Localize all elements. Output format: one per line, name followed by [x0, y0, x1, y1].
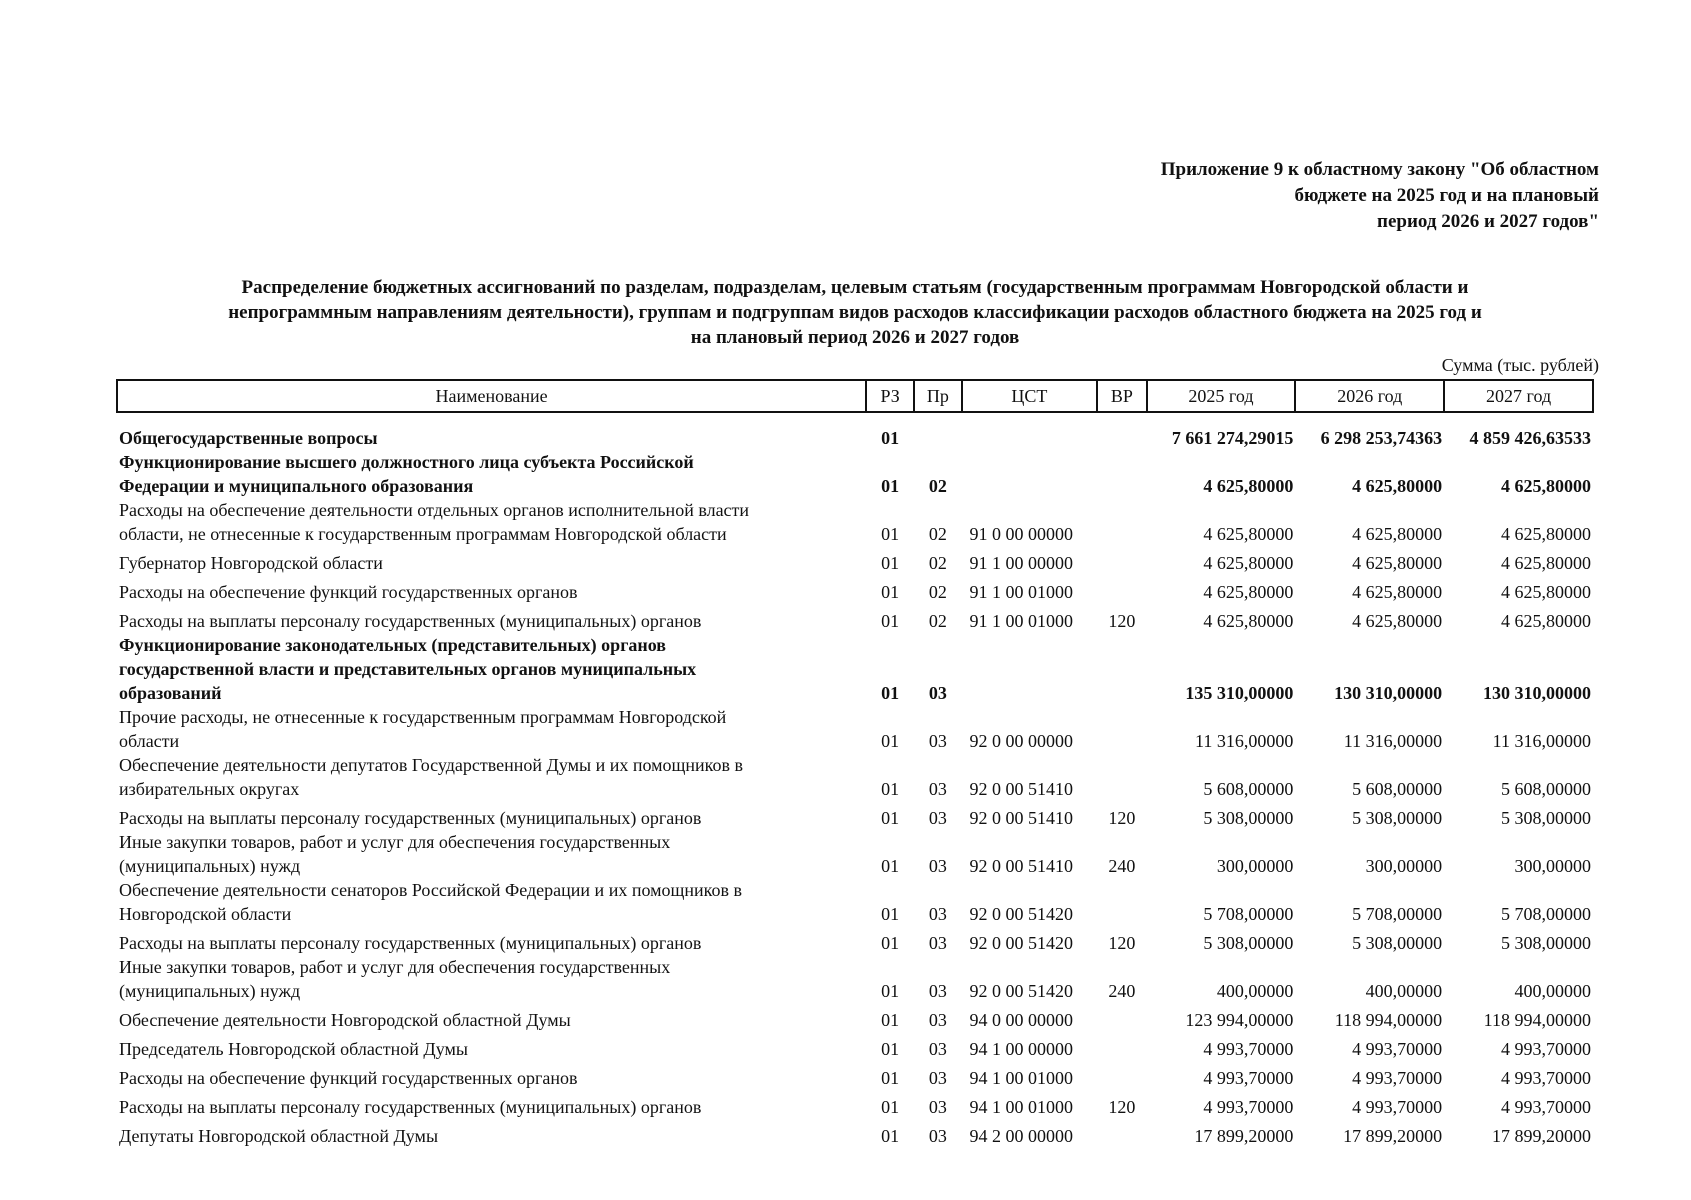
cell-2026: 4 625,80000 — [1352, 582, 1443, 602]
cell-2026: 118 994,00000 — [1334, 1010, 1443, 1030]
cell-vr — [1097, 1003, 1146, 1032]
cell-2027: 11 316,00000 — [1492, 731, 1591, 751]
cell-2026: 4 625,80000 — [1352, 553, 1443, 573]
header-2025: 2025 год — [1147, 380, 1296, 412]
cell-rz: 01 — [881, 779, 900, 799]
cell-vr: 120 — [1108, 1097, 1136, 1117]
cell-name — [117, 878, 866, 926]
appendix-line: бюджете на 2025 год и на плановый — [1294, 185, 1599, 206]
cell-name — [117, 830, 866, 878]
cell-pr: 02 — [928, 476, 947, 496]
cell-pr: 03 — [928, 731, 947, 751]
cell-name-line: государственной власти и представительных органов муниципальных — [119, 659, 697, 679]
cell-cst: 92 0 00 51410 — [969, 856, 1074, 876]
cell-2025: 11 316,00000 — [1195, 731, 1294, 751]
cell-pr: 03 — [928, 933, 947, 953]
header-pr: Пр — [914, 380, 961, 412]
cell-rz: 01 — [881, 1068, 900, 1088]
cell-2026: 4 993,70000 — [1352, 1068, 1443, 1088]
cell-name-line: Губернатор Новгородской области — [119, 553, 383, 573]
cell-2026: 5 708,00000 — [1352, 904, 1443, 924]
cell-rz: 01 — [881, 1097, 900, 1117]
cell-2025: 4 993,70000 — [1203, 1097, 1294, 1117]
cell-pr: 03 — [928, 779, 947, 799]
cell-cst: 92 0 00 51420 — [969, 933, 1074, 953]
table-spacer — [117, 412, 1593, 421]
table-header — [117, 380, 1593, 412]
cell-name — [117, 546, 866, 575]
cell-2026: 6 298 253,74363 — [1320, 428, 1443, 448]
cell-cst: 92 0 00 51410 — [969, 779, 1074, 799]
cell-pr: 03 — [928, 1068, 947, 1088]
cell-cst: 91 1 00 01000 — [969, 611, 1074, 631]
cell-cst — [962, 421, 1098, 450]
cell-2027: 4 625,80000 — [1501, 611, 1591, 631]
cell-rz: 01 — [881, 524, 900, 544]
cell-2025: 400,00000 — [1216, 981, 1294, 1001]
cell-vr — [1097, 450, 1146, 498]
table-row — [117, 633, 1593, 705]
cell-vr: 120 — [1108, 611, 1136, 631]
cell-2026: 4 993,70000 — [1352, 1039, 1443, 1059]
cell-name-line: Расходы на выплаты персоналу государственных (муниципальных) органов — [119, 611, 702, 631]
cell-name-line: Федерации и муниципального образования — [119, 476, 474, 496]
table-row — [117, 955, 1593, 1003]
cell-2027: 4 993,70000 — [1501, 1068, 1591, 1088]
cell-2027: 5 708,00000 — [1501, 904, 1591, 924]
cell-cst: 94 0 00 00000 — [969, 1010, 1074, 1030]
cell-name — [117, 450, 866, 498]
budget-table — [116, 379, 1594, 1148]
table-row — [117, 1061, 1593, 1090]
cell-name-line: Расходы на выплаты персоналу государственных (муниципальных) органов — [119, 1097, 702, 1117]
table-row — [117, 830, 1593, 878]
cell-rz: 01 — [881, 611, 900, 631]
cell-2027: 4 625,80000 — [1501, 582, 1591, 602]
cell-pr: 02 — [928, 553, 947, 573]
header-name: Наименование — [117, 380, 866, 412]
cell-pr: 02 — [928, 582, 947, 602]
cell-cst: 94 1 00 01000 — [969, 1068, 1074, 1088]
cell-2025: 4 625,80000 — [1203, 524, 1294, 544]
cell-name — [117, 1061, 866, 1090]
table-row — [117, 1119, 1593, 1148]
cell-pr: 03 — [928, 1126, 947, 1146]
cell-2027: 5 608,00000 — [1501, 779, 1591, 799]
cell-name — [117, 1119, 866, 1148]
table-row — [117, 546, 1593, 575]
appendix-line: период 2026 и 2027 годов" — [1377, 211, 1599, 232]
table-row — [117, 575, 1593, 604]
cell-name-line: Функционирование законодательных (представительных) органов — [119, 635, 667, 655]
table-row — [117, 421, 1593, 450]
cell-rz: 01 — [881, 731, 900, 751]
cell-pr: 03 — [928, 1097, 947, 1117]
cell-name-line: Расходы на обеспечение деятельности отдельных органов исполнительной власти — [119, 500, 750, 520]
cell-vr — [1097, 1061, 1146, 1090]
cell-rz: 01 — [881, 1126, 900, 1146]
table-row — [117, 450, 1593, 498]
cell-2025: 4 625,80000 — [1203, 553, 1294, 573]
cell-name — [117, 801, 866, 830]
cell-2027: 17 899,20000 — [1492, 1126, 1591, 1146]
cell-2026: 11 316,00000 — [1343, 731, 1443, 751]
cell-2026: 5 308,00000 — [1352, 933, 1443, 953]
cell-pr: 03 — [928, 856, 947, 876]
cell-2027: 4 993,70000 — [1501, 1097, 1591, 1117]
cell-2025: 300,00000 — [1216, 856, 1294, 876]
cell-2027: 5 308,00000 — [1501, 808, 1591, 828]
title-line: на плановый период 2026 и 2027 годов — [690, 327, 1020, 348]
cell-name-line: Председатель Новгородской областной Думы — [119, 1039, 468, 1059]
cell-name-line: Обеспечение деятельности Новгородской областной Думы — [119, 1010, 571, 1030]
cell-2026: 5 608,00000 — [1352, 779, 1443, 799]
header-2026: 2026 год — [1295, 380, 1444, 412]
units-label: Сумма (тыс. рублей) — [1441, 355, 1599, 375]
cell-pr: 03 — [928, 904, 947, 924]
cell-cst: 91 1 00 00000 — [969, 553, 1074, 573]
cell-cst: 94 2 00 00000 — [969, 1126, 1074, 1146]
cell-2026: 4 625,80000 — [1352, 476, 1443, 496]
table-row — [117, 604, 1593, 633]
cell-2025: 5 308,00000 — [1203, 808, 1294, 828]
cell-cst: 94 1 00 00000 — [969, 1039, 1074, 1059]
cell-name-line: Обеспечение деятельности сенаторов Российской Федерации и их помощников в — [119, 880, 742, 900]
cell-2026: 17 899,20000 — [1343, 1126, 1443, 1146]
appendix-note — [1039, 157, 1599, 235]
cell-pr: 03 — [928, 683, 947, 703]
cell-rz: 01 — [881, 904, 900, 924]
cell-name-line: (муниципальных) нужд — [119, 856, 301, 876]
cell-pr: 03 — [928, 981, 947, 1001]
cell-name — [117, 1003, 866, 1032]
table-row — [117, 1032, 1593, 1061]
cell-2026: 4 993,70000 — [1352, 1097, 1443, 1117]
cell-vr: 120 — [1108, 933, 1136, 953]
cell-rz: 01 — [881, 476, 900, 496]
cell-name-line: Иные закупки товаров, работ и услуг для обеспечения государственных — [119, 957, 671, 977]
cell-name — [117, 633, 866, 705]
cell-2026: 400,00000 — [1365, 981, 1443, 1001]
cell-name-line: Обеспечение деятельности депутатов Государственной Думы и их помощников в — [119, 755, 743, 775]
cell-cst: 91 0 00 00000 — [969, 524, 1074, 544]
table-row — [117, 705, 1593, 753]
cell-name — [117, 705, 866, 753]
header-rz: РЗ — [866, 380, 914, 412]
cell-name-line: Прочие расходы, не отнесенные к государственным программам Новгородской — [119, 707, 727, 727]
cell-vr — [1097, 1119, 1146, 1148]
cell-rz: 01 — [881, 856, 900, 876]
cell-vr — [1097, 421, 1146, 450]
table-row — [117, 498, 1593, 546]
cell-2027: 4 625,80000 — [1501, 524, 1591, 544]
title-line: непрограммным направлениям деятельности), группам и подгруппам видов расходов классификации расходов областного бюджета на 2025 год и — [228, 302, 1482, 323]
cell-cst: 92 0 00 00000 — [969, 731, 1074, 751]
cell-name-line: Функционирование высшего должностного лица субъекта Российской — [119, 452, 694, 472]
cell-name-line: Расходы на обеспечение функций государственных органов — [119, 1068, 578, 1088]
cell-2027: 400,00000 — [1514, 981, 1591, 1001]
table-row — [117, 878, 1593, 926]
cell-vr — [1097, 498, 1146, 546]
cell-rz: 01 — [881, 428, 900, 448]
cell-pr: 02 — [928, 524, 947, 544]
cell-2025: 4 625,80000 — [1203, 611, 1294, 631]
cell-name-line: избирательных округах — [119, 779, 300, 799]
cell-name-line: Общегосударственные вопросы — [119, 428, 378, 448]
cell-2027: 300,00000 — [1514, 856, 1591, 876]
cell-2025: 4 625,80000 — [1203, 582, 1294, 602]
cell-2027: 4 993,70000 — [1501, 1039, 1591, 1059]
cell-name — [117, 1032, 866, 1061]
cell-2025: 5 308,00000 — [1203, 933, 1294, 953]
table-row — [117, 926, 1593, 955]
cell-pr: 03 — [928, 1010, 947, 1030]
cell-vr: 240 — [1108, 981, 1136, 1001]
cell-2026: 4 625,80000 — [1352, 524, 1443, 544]
cell-vr — [1097, 1032, 1146, 1061]
cell-name — [117, 1090, 866, 1119]
cell-rz: 01 — [881, 683, 900, 703]
cell-2025: 4 993,70000 — [1203, 1039, 1294, 1059]
cell-2027: 4 625,80000 — [1501, 476, 1591, 496]
cell-2027: 4 859 426,63533 — [1469, 428, 1591, 448]
header-cst: ЦСТ — [962, 380, 1098, 412]
cell-vr — [1097, 575, 1146, 604]
cell-vr — [1097, 753, 1146, 801]
appendix-line: Приложение 9 к областному закону "Об областном — [1160, 159, 1599, 180]
cell-cst: 91 1 00 01000 — [969, 582, 1074, 602]
cell-name — [117, 421, 866, 450]
cell-cst: 92 0 00 51420 — [969, 904, 1074, 924]
cell-2025: 123 994,00000 — [1185, 1010, 1294, 1030]
cell-2026: 4 625,80000 — [1352, 611, 1443, 631]
cell-2025: 5 708,00000 — [1203, 904, 1294, 924]
cell-2025: 7 661 274,29015 — [1171, 428, 1294, 448]
cell-name — [117, 926, 866, 955]
cell-2026: 300,00000 — [1365, 856, 1443, 876]
cell-pr: 03 — [928, 1039, 947, 1059]
cell-2027: 4 625,80000 — [1501, 553, 1591, 573]
cell-name-line: Расходы на обеспечение функций государственных органов — [119, 582, 578, 602]
cell-name — [117, 604, 866, 633]
cell-2026: 5 308,00000 — [1352, 808, 1443, 828]
cell-name — [117, 955, 866, 1003]
cell-name-line: Новгородской области — [119, 904, 292, 924]
cell-2025: 4 625,80000 — [1203, 476, 1294, 496]
table-row — [117, 753, 1593, 801]
cell-cst: 92 0 00 51410 — [969, 808, 1074, 828]
cell-name — [117, 498, 866, 546]
table-row — [117, 1003, 1593, 1032]
document-title — [110, 275, 1600, 350]
cell-cst — [962, 450, 1098, 498]
cell-name-line: Расходы на выплаты персоналу государственных (муниципальных) органов — [119, 808, 702, 828]
cell-name-line: (муниципальных) нужд — [119, 981, 301, 1001]
cell-name-line: Расходы на выплаты персоналу государственных (муниципальных) органов — [119, 933, 702, 953]
cell-2025: 5 608,00000 — [1203, 779, 1294, 799]
cell-rz: 01 — [881, 553, 900, 573]
cell-vr — [1097, 705, 1146, 753]
header-2027: 2027 год — [1444, 380, 1593, 412]
cell-vr — [1097, 546, 1146, 575]
cell-2027: 130 310,00000 — [1483, 683, 1591, 703]
title-line: Распределение бюджетных ассигнований по разделам, подразделам, целевым статьям (государственным программам Новгородской области и — [241, 277, 1469, 298]
cell-name-line: области, не отнесенные к государственным программам Новгородской области — [119, 524, 727, 544]
cell-name — [117, 753, 866, 801]
header-vr: ВР — [1097, 380, 1146, 412]
cell-vr — [1097, 633, 1146, 705]
cell-2026: 130 310,00000 — [1334, 683, 1443, 703]
cell-rz: 01 — [881, 1039, 900, 1059]
cell-2025: 135 310,00000 — [1185, 683, 1294, 703]
cell-rz: 01 — [881, 933, 900, 953]
cell-cst — [962, 633, 1098, 705]
cell-rz: 01 — [881, 1010, 900, 1030]
cell-name — [117, 575, 866, 604]
cell-name-line: Иные закупки товаров, работ и услуг для обеспечения государственных — [119, 832, 671, 852]
cell-name-line: образований — [119, 683, 222, 703]
cell-pr: 02 — [928, 611, 947, 631]
cell-vr: 240 — [1108, 856, 1136, 876]
cell-rz: 01 — [881, 582, 900, 602]
cell-cst: 94 1 00 01000 — [969, 1097, 1074, 1117]
cell-vr: 120 — [1108, 808, 1136, 828]
cell-2025: 17 899,20000 — [1194, 1126, 1294, 1146]
cell-2025: 4 993,70000 — [1203, 1068, 1294, 1088]
table-row — [117, 801, 1593, 830]
cell-pr — [914, 421, 961, 450]
table-row — [117, 1090, 1593, 1119]
cell-2027: 5 308,00000 — [1501, 933, 1591, 953]
cell-rz: 01 — [881, 808, 900, 828]
cell-cst: 92 0 00 51420 — [969, 981, 1074, 1001]
cell-name-line: Депутаты Новгородской областной Думы — [119, 1126, 439, 1146]
table-body — [117, 412, 1593, 1148]
cell-vr — [1097, 878, 1146, 926]
cell-name-line: области — [119, 731, 180, 751]
cell-2027: 118 994,00000 — [1483, 1010, 1591, 1030]
cell-rz: 01 — [881, 981, 900, 1001]
cell-pr: 03 — [928, 808, 947, 828]
